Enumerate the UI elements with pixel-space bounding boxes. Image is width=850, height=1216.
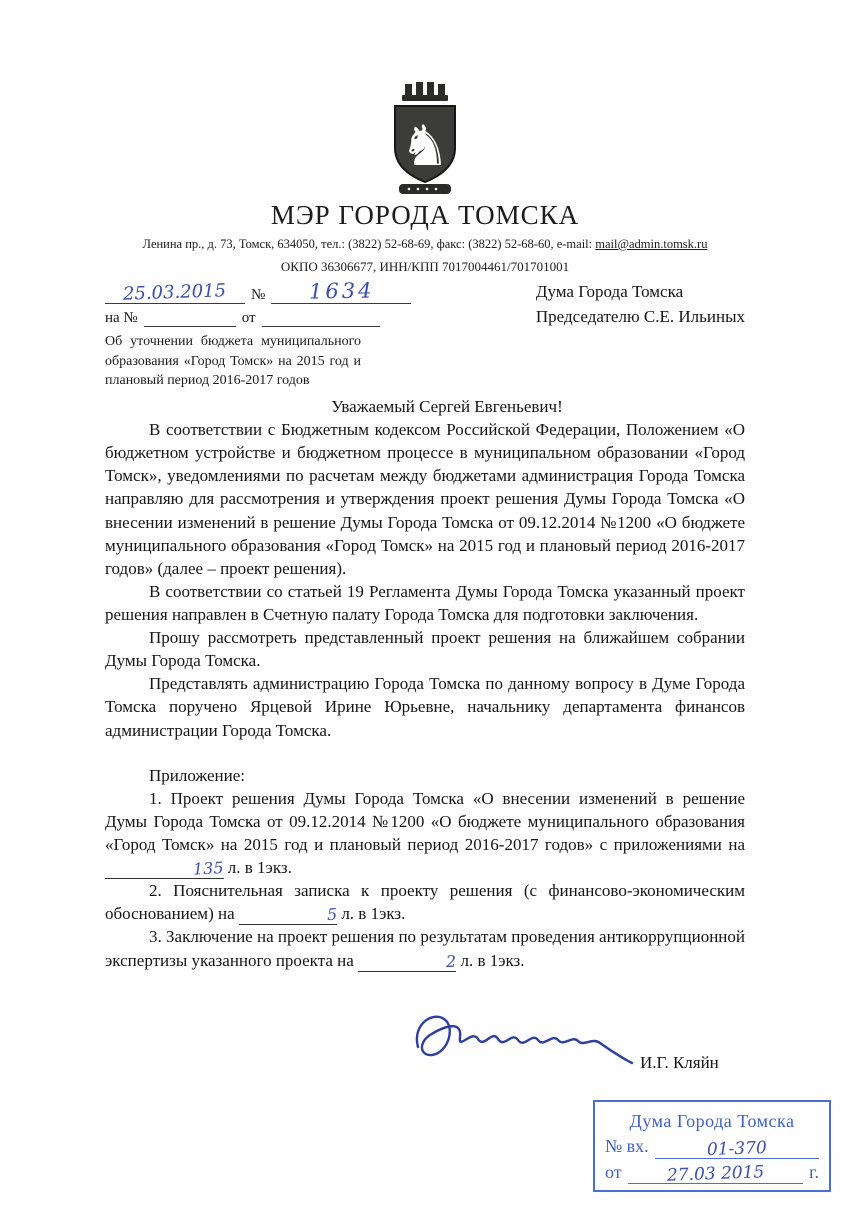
stamp-incoming-blank <box>655 1139 819 1159</box>
stamp-date-label: от <box>605 1161 622 1182</box>
handwritten-pages-3: 2 <box>445 951 457 971</box>
handwritten-number: 1634 <box>308 278 375 304</box>
stamp-date-line <box>605 1161 819 1184</box>
attachment-1-text: 1. Проект решения Думы Города Томска «О внесении изменений в решение Думы Города Томска от 09.12.2014 №1200 «О бюджете муниципального образования «Город Томск» на 2015 год и плановый период 2016-2017 годов» с приложениями на <box>105 788 745 854</box>
number-blank <box>271 280 411 304</box>
reply-number-blank <box>144 310 236 327</box>
email-link[interactable]: mail@admin.tomsk.ru <box>595 237 708 251</box>
attachment-3-pages-blank <box>358 951 457 972</box>
codes-line: ОКПО 36306677, ИНН/КПП 7017004461/701701001 <box>280 259 570 274</box>
signer-name: И.Г. Кляйн <box>640 1053 719 1072</box>
subject-block: Об уточнении бюджета муниципального образования «Город Томск» на 2015 год и плановый период 2016-2017 годов <box>105 334 361 389</box>
number-sign-label: № <box>251 286 266 303</box>
incoming-stamp <box>593 1100 831 1192</box>
paragraph-3: Прошу рассмотреть представленный проект решения на ближайшем собрании Думы Города Томска. <box>105 628 745 671</box>
signature-block <box>105 1005 745 1090</box>
date-number-line <box>105 280 450 304</box>
handwritten-date: 25.03.2015 <box>123 280 227 305</box>
recipient-block <box>536 280 745 329</box>
handwritten-signature <box>410 1005 640 1075</box>
tomsk-coat-of-arms <box>0 78 850 196</box>
paragraph-4: Представлять администрацию Города Томска по данному вопросу в Думе Города Томска поручено Ярцевой Ирине Юрьевне, начальнику департамента финансов администрации Города Томска. <box>105 674 745 740</box>
handwritten-pages-2: 5 <box>326 905 338 925</box>
stamp-incoming-label: № вх. <box>605 1136 649 1157</box>
letter-body <box>105 395 745 972</box>
date-blank <box>105 280 245 305</box>
emblem-ribbon <box>399 184 451 194</box>
coat-of-arms-graphic <box>366 78 484 196</box>
attachment-1-pages-blank <box>105 858 224 879</box>
outgoing-number-block <box>105 280 450 327</box>
reply-from-label: от <box>241 309 256 326</box>
spacer <box>105 742 745 764</box>
paragraph-2: В соответствии со статьей 19 Регламента Думы Города Томска указанный проект решения направлен в Счетную палату Города Томска для подготовки заключения. <box>105 581 745 624</box>
stamp-date-suffix: г. <box>809 1161 819 1182</box>
recipient-person: Председателю С.Е. Ильиных <box>535 306 745 326</box>
attachment-1-suffix: л. в 1экз. <box>227 858 292 878</box>
recipient-organization: Дума Города Томска <box>535 282 684 301</box>
stamp-organization: Дума Города Томска <box>629 1111 795 1131</box>
contact-line <box>0 237 850 252</box>
reply-reference-line <box>105 310 450 327</box>
reply-date-blank <box>262 310 380 327</box>
reference-block <box>105 280 745 329</box>
horse-icon: ♞ <box>399 114 451 179</box>
attachment-3-text: 3. Заключение на проект решения по результатам проведения антикоррупционной экспертизы указанного проекта на <box>105 927 745 970</box>
reply-prefix-label: на № <box>105 309 138 326</box>
org-title: МЭР ГОРОДА ТОМСКА <box>270 200 580 230</box>
handwritten-stamp-date: 27.03 2015 <box>666 1162 765 1186</box>
stamp-incoming-line <box>605 1135 819 1158</box>
attachments-heading: Приложение: <box>149 765 245 785</box>
stamp-date-blank <box>628 1164 804 1184</box>
attachment-2-suffix: л. в 1экз. <box>341 904 406 924</box>
handwritten-incoming-number: 01-370 <box>706 1137 768 1160</box>
attachment-item-1 <box>105 787 745 879</box>
attachment-item-2 <box>105 879 745 925</box>
crown-icon <box>402 82 448 101</box>
attachment-item-3 <box>105 925 745 971</box>
attachment-2-pages-blank <box>239 907 337 925</box>
salutation: Уважаемый Сергей Евгеньевич! <box>331 397 563 416</box>
attachment-3-suffix: л. в 1экз. <box>460 950 525 970</box>
paragraph-1: В соответствии с Бюджетным кодексом Российской Федерации, Положением «О бюджетном устройстве и бюджетном процессе в муниципальном образовании «Город Томск», уведомлениями по расчетам между бюджетами администрация Города Томска направляю для рассмотрения и утверждения проект решения Думы Города Томска «О внесении изменений в решение Думы Города Томска от 09.12.2014 №1200 «О бюджете муниципального образования «Город Томск» на 2015 год и плановый период 2016-2017 годов» (далее – проект решения). <box>105 420 745 578</box>
handwritten-pages-1: 135 <box>192 858 224 879</box>
contact-text: Ленина пр., д. 73, Томск, 634050, тел.: (3822) 52-68-69, факс: (3822) 52-68-60, e-mail: <box>142 237 596 251</box>
attachment-2-text: 2. Пояснительная записка к проекту решения (с финансово-экономическим обоснованием) на <box>105 881 745 924</box>
